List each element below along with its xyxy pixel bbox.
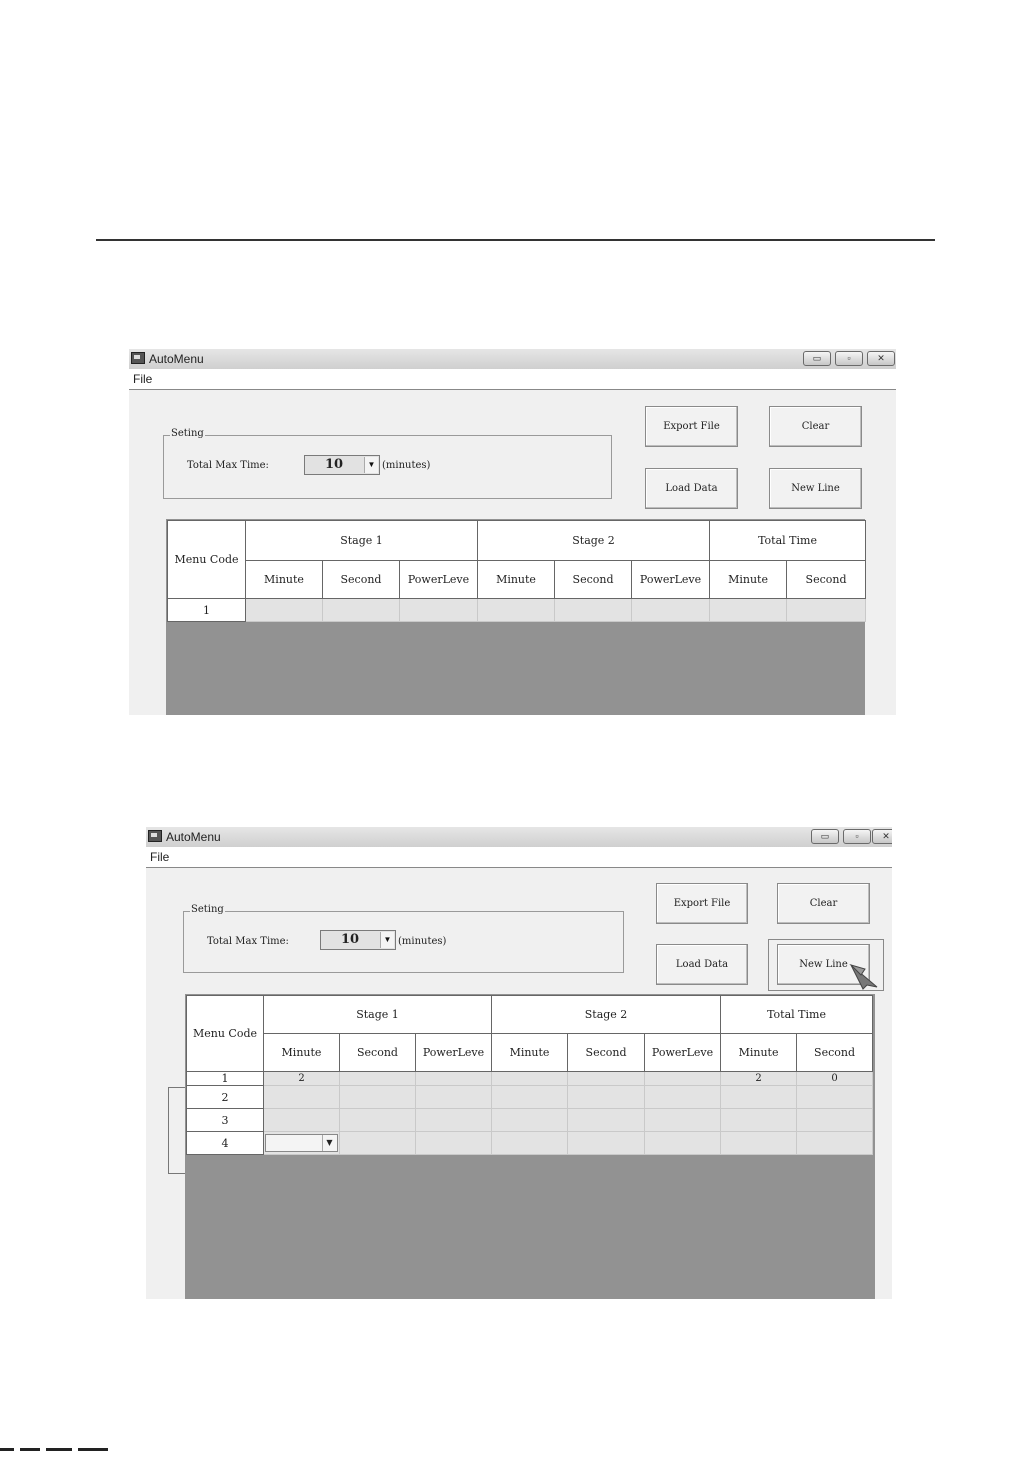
grid-cell[interactable] [340, 1086, 416, 1109]
maximize-icon[interactable]: ▫ [843, 829, 871, 844]
grid-cell[interactable] [721, 1086, 797, 1109]
grid-cell[interactable] [492, 1109, 568, 1132]
grid-cell[interactable] [568, 1132, 645, 1155]
grid-cell[interactable] [797, 1132, 873, 1155]
data-grid [186, 995, 873, 1155]
grid-cell[interactable] [555, 599, 632, 622]
grid-cell[interactable] [645, 1109, 721, 1132]
stage-1-header: Stage 1 [264, 996, 492, 1034]
data-grid-area [166, 519, 865, 715]
row-header[interactable]: 1 [168, 599, 246, 622]
chevron-down-icon[interactable]: ▼ [364, 457, 378, 473]
stage-1-header: Stage 1 [246, 521, 478, 561]
menu-code-header: Menu Code [168, 521, 246, 599]
row-header[interactable]: 2 [187, 1086, 264, 1109]
new-rows-bracket [168, 1087, 185, 1174]
grid-cell[interactable] [416, 1072, 492, 1086]
col-header: PowerLeve [632, 561, 710, 599]
maximize-icon[interactable]: ▫ [835, 351, 863, 366]
data-grid [167, 520, 866, 622]
grid-cell[interactable] [645, 1132, 721, 1155]
grid-cell[interactable]: 2 [721, 1072, 797, 1086]
col-header: Minute [246, 561, 323, 599]
close-icon[interactable]: ✕ [872, 829, 892, 844]
grid-cell[interactable] [323, 599, 400, 622]
table-row [187, 1086, 873, 1109]
grid-cell[interactable] [568, 1109, 645, 1132]
minimize-icon[interactable]: ▭ [811, 829, 839, 844]
col-header: Second [787, 561, 866, 599]
table-row [187, 1132, 873, 1155]
grid-cell[interactable] [340, 1132, 416, 1155]
grid-cell[interactable] [632, 599, 710, 622]
total-max-time-select[interactable] [304, 455, 380, 475]
automenu-window-1 [129, 349, 896, 715]
col-header: PowerLeve [416, 1034, 492, 1072]
grid-cell[interactable]: 2 [264, 1072, 340, 1086]
menu-code-header: Menu Code [187, 996, 264, 1072]
window-title: AutoMenu [166, 830, 221, 844]
col-header: Second [555, 561, 632, 599]
data-grid-area [185, 994, 875, 1299]
title-bar[interactable] [129, 349, 896, 369]
chevron-down-icon[interactable]: ▼ [380, 932, 394, 948]
automenu-window-2 [146, 827, 892, 1299]
col-header: Minute [478, 561, 555, 599]
stage-2-header: Stage 2 [478, 521, 710, 561]
grid-cell[interactable] [645, 1086, 721, 1109]
table-row [168, 599, 866, 622]
grid-cell[interactable] [645, 1072, 721, 1086]
settings-group [163, 428, 612, 499]
chevron-down-icon[interactable] [265, 1134, 338, 1152]
grid-cell[interactable] [416, 1132, 492, 1155]
col-header: Second [340, 1034, 416, 1072]
grid-cell[interactable]: 0 [797, 1072, 873, 1086]
settings-group-title: Seting [191, 904, 224, 915]
col-header: Second [323, 561, 400, 599]
window-title: AutoMenu [149, 352, 204, 366]
stage-2-header: Stage 2 [492, 996, 721, 1034]
grid-cell[interactable] [492, 1072, 568, 1086]
total-time-header: Total Time [721, 996, 873, 1034]
grid-cell[interactable] [264, 1109, 340, 1132]
title-bar[interactable] [146, 827, 892, 847]
col-header: Second [797, 1034, 873, 1072]
grid-cell[interactable] [797, 1086, 873, 1109]
clear-button[interactable]: Clear [777, 883, 870, 924]
app-icon [148, 830, 162, 842]
grid-cell[interactable] [492, 1132, 568, 1155]
settings-group [183, 904, 624, 973]
menu-bar [146, 847, 892, 868]
settings-group-title: Seting [171, 428, 204, 439]
grid-cell[interactable] [492, 1086, 568, 1109]
row-header[interactable]: 3 [187, 1109, 264, 1132]
page-divider [96, 239, 935, 241]
total-max-time-select[interactable] [320, 930, 396, 950]
menu-file[interactable]: File [150, 850, 170, 864]
menu-bar [129, 369, 896, 390]
col-header: Minute [710, 561, 787, 599]
grid-cell[interactable] [568, 1086, 645, 1109]
pointer-arrow-icon [849, 961, 881, 991]
grid-cell[interactable] [246, 599, 323, 622]
grid-cell[interactable] [340, 1109, 416, 1132]
grid-cell[interactable] [568, 1072, 645, 1086]
total-max-time-label: Total Max Time: [207, 936, 289, 947]
grid-cell[interactable] [797, 1109, 873, 1132]
grid-cell[interactable] [416, 1109, 492, 1132]
clear-button[interactable]: Clear [769, 406, 862, 447]
grid-cell[interactable] [710, 599, 787, 622]
grid-cell[interactable] [340, 1072, 416, 1086]
table-row [187, 1109, 873, 1132]
new-line-button[interactable]: New Line [777, 944, 870, 985]
grid-cell[interactable] [721, 1132, 797, 1155]
total-time-header: Total Time [710, 521, 866, 561]
total-max-time-value: 10 [340, 932, 360, 947]
col-header: Second [568, 1034, 645, 1072]
col-header: Minute [264, 1034, 340, 1072]
grid-cell[interactable] [478, 599, 555, 622]
grid-cell[interactable] [721, 1109, 797, 1132]
menu-file[interactable]: File [133, 372, 153, 386]
minimize-icon[interactable]: ▭ [803, 351, 831, 366]
total-max-time-value: 10 [324, 457, 344, 472]
load-data-button[interactable]: Load Data [645, 468, 738, 509]
minutes-unit-label: (minutes) [398, 936, 447, 947]
grid-cell[interactable] [400, 599, 478, 622]
new-line-button[interactable]: New Line [769, 468, 862, 509]
export-file-button[interactable]: Export File [656, 883, 748, 924]
app-icon [131, 352, 145, 364]
grid-cell[interactable] [416, 1086, 492, 1109]
col-header: Minute [492, 1034, 568, 1072]
page-footer-mark [0, 1448, 140, 1458]
minutes-unit-label: (minutes) [382, 460, 431, 471]
grid-cell-dropdown[interactable] [264, 1132, 340, 1155]
table-row [187, 1072, 873, 1086]
row-header[interactable]: 4 [187, 1132, 264, 1155]
col-header: PowerLeve [645, 1034, 721, 1072]
row-header[interactable]: 1 [187, 1072, 264, 1086]
export-file-button[interactable]: Export File [645, 406, 738, 447]
grid-cell[interactable] [264, 1086, 340, 1109]
total-max-time-label: Total Max Time: [187, 460, 269, 471]
close-icon[interactable]: ✕ [867, 351, 895, 366]
col-header: Minute [721, 1034, 797, 1072]
load-data-button[interactable]: Load Data [656, 944, 748, 985]
col-header: PowerLeve [400, 561, 478, 599]
grid-cell[interactable] [787, 599, 866, 622]
